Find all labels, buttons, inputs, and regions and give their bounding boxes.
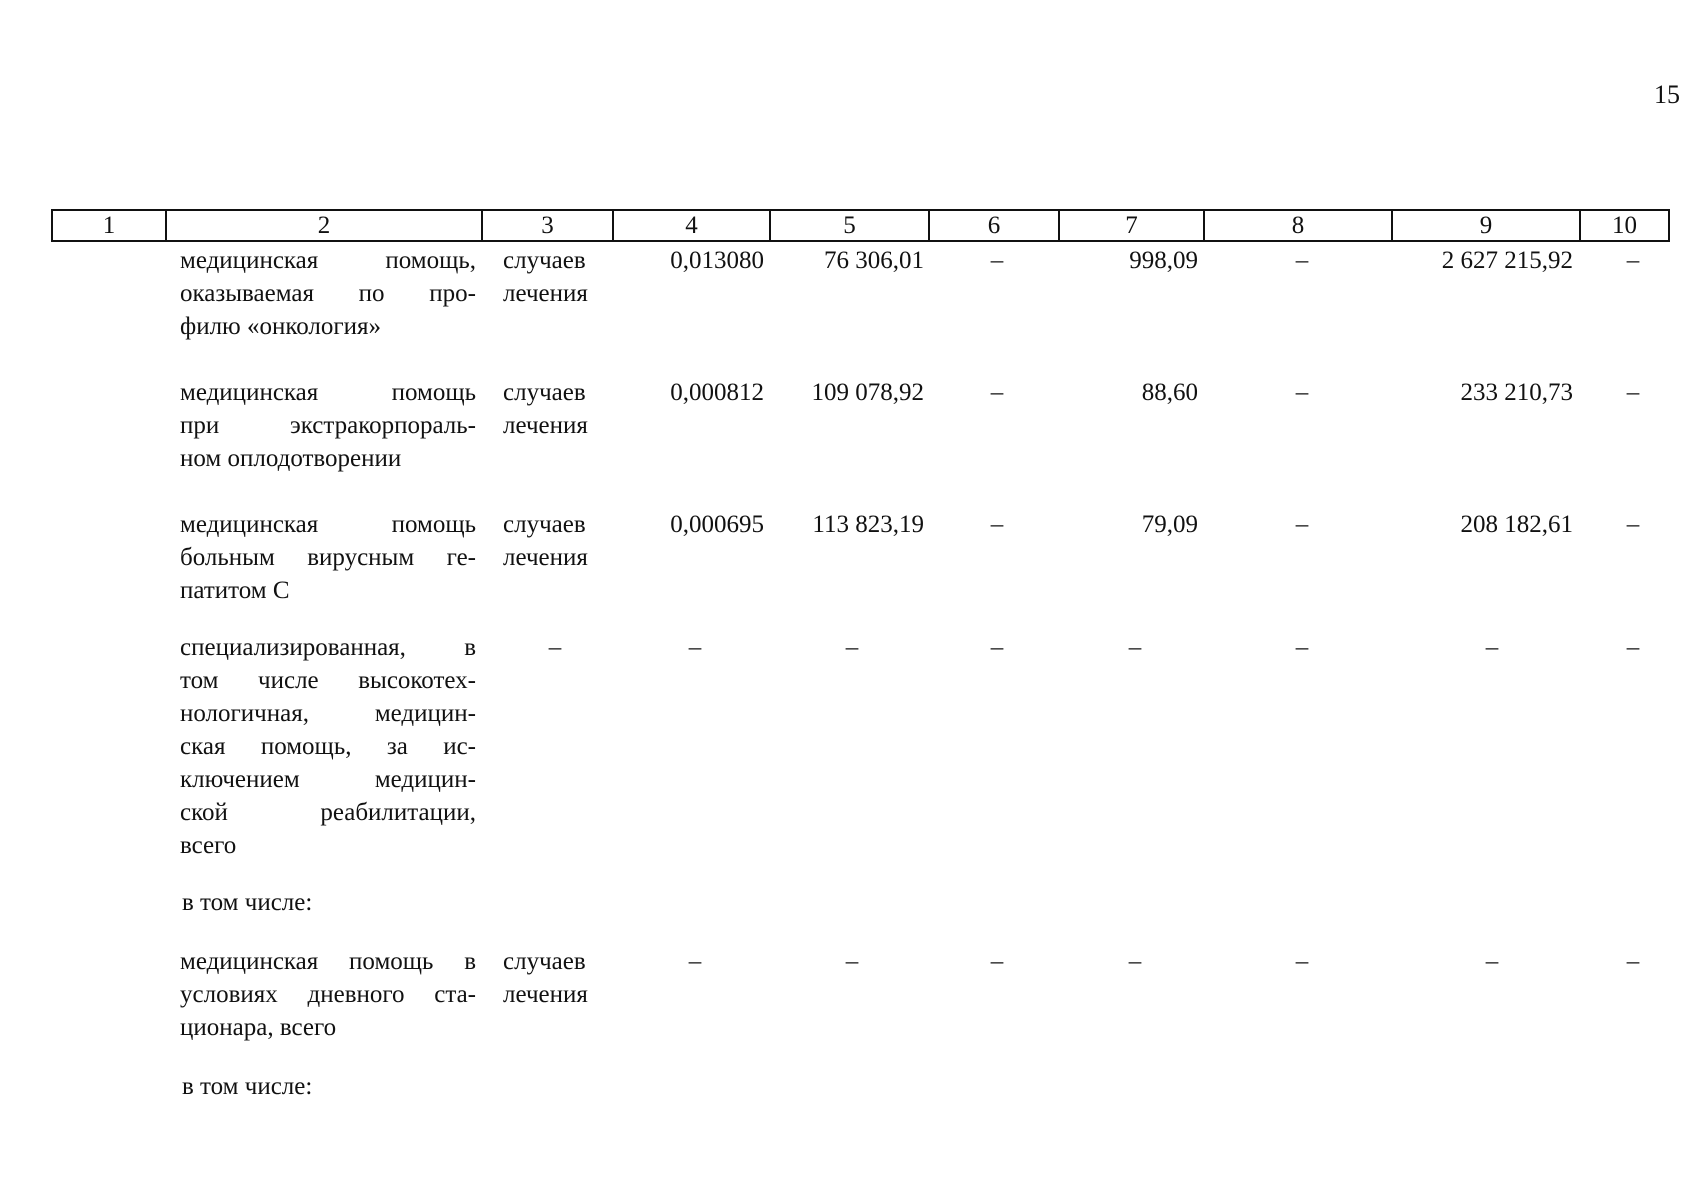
cell-col-7: 998,09 [1129, 247, 1198, 274]
unit-line: случаев [503, 379, 586, 406]
row-note: в том числе: [182, 889, 313, 916]
header-col-1: 1 [53, 211, 167, 240]
description-line: оказываемая по про- [180, 280, 476, 307]
cell-col-7: 88,60 [1141, 379, 1198, 406]
unit-line: случаев [503, 948, 586, 975]
description-line: ская помощь, за ис- [180, 733, 476, 760]
cell-col-5: 113 823,19 [812, 511, 924, 538]
cell-col-4: – [688, 948, 702, 975]
description-line: патитом С [180, 577, 290, 604]
cell-col-10: – [1626, 634, 1640, 661]
description-line: ционара, всего [180, 1014, 337, 1041]
unit-line: случаев [503, 511, 586, 538]
row-note: в том числе: [182, 1073, 313, 1100]
description-line: ской реабилитации, [180, 799, 476, 826]
cell-col-6: – [990, 948, 1004, 975]
description-line: всего [180, 832, 237, 859]
header-col-5: 5 [771, 211, 930, 240]
description-line: филю «онкология» [180, 313, 382, 340]
cell-col-8: – [1295, 634, 1309, 661]
cell-col-4: – [688, 634, 702, 661]
page-number: 15 [1654, 80, 1680, 109]
row-description [180, 508, 476, 607]
row-description [180, 244, 476, 343]
cell-col-9: – [1485, 948, 1499, 975]
row-description [180, 945, 476, 1044]
cell-col-8: – [1295, 948, 1309, 975]
unit-line: случаев [503, 247, 586, 274]
cell-col-10: – [1626, 379, 1640, 406]
header-col-2: 2 [167, 211, 483, 240]
cell-col-5: – [845, 948, 859, 975]
unit-line: лечения [503, 981, 588, 1008]
header-col-7: 7 [1060, 211, 1205, 240]
cell-col-4: 0,000695 [670, 511, 764, 538]
cell-col-3: – [548, 634, 562, 661]
cell-col-10: – [1626, 948, 1640, 975]
cell-col-8: – [1295, 511, 1309, 538]
unit-line: лечения [503, 544, 588, 571]
cell-col-6: – [990, 247, 1004, 274]
cell-col-6: – [990, 634, 1004, 661]
description-line: медицинская помощь, [180, 247, 476, 274]
description-line: медицинская помощь [180, 379, 476, 406]
description-line: при экстракорпораль- [180, 412, 476, 439]
description-line: нологичная, медицин- [180, 700, 476, 727]
description-line: условиях дневного ста- [180, 981, 476, 1008]
row-description [180, 376, 476, 475]
table-header-row [51, 209, 1670, 242]
header-col-8: 8 [1205, 211, 1393, 240]
cell-col-4: 0,013080 [670, 247, 764, 274]
header-col-9: 9 [1393, 211, 1581, 240]
description-line: том числе высокотех- [180, 667, 476, 694]
description-line: медицинская помощь [180, 511, 476, 538]
cell-col-9: – [1485, 634, 1499, 661]
cell-col-5: 76 306,01 [824, 247, 924, 274]
row-unit [503, 945, 613, 1011]
row-description [180, 631, 476, 862]
unit-line: лечения [503, 412, 588, 439]
description-line: ключением медицин- [180, 766, 476, 793]
cell-col-4: 0,000812 [670, 379, 764, 406]
cell-col-9: 208 182,61 [1460, 511, 1573, 538]
row-unit [503, 244, 613, 310]
cell-col-6: – [990, 511, 1004, 538]
row-unit [503, 376, 613, 442]
cell-col-5: – [845, 634, 859, 661]
cell-col-5: 109 078,92 [811, 379, 924, 406]
cell-col-10: – [1626, 247, 1640, 274]
description-line: ном оплодотворении [180, 445, 402, 472]
description-line: медицинская помощь в [180, 948, 476, 975]
cell-col-6: – [990, 379, 1004, 406]
header-col-4: 4 [614, 211, 771, 240]
row-unit [503, 508, 613, 574]
cell-col-10: – [1626, 511, 1640, 538]
cell-col-9: 2 627 215,92 [1441, 247, 1573, 274]
unit-line: лечения [503, 280, 588, 307]
header-col-10: 10 [1612, 212, 1637, 239]
cell-col-7: 79,09 [1141, 511, 1198, 538]
header-col-3: 3 [483, 211, 614, 240]
cell-col-7: – [1128, 948, 1142, 975]
cell-col-9: 233 210,73 [1460, 379, 1573, 406]
cell-col-8: – [1295, 247, 1309, 274]
header-col-6: 6 [930, 211, 1060, 240]
cell-col-8: – [1295, 379, 1309, 406]
description-line: специализированная, в [180, 634, 476, 661]
cell-col-7: – [1128, 634, 1142, 661]
description-line: больным вирусным ге- [180, 544, 476, 571]
